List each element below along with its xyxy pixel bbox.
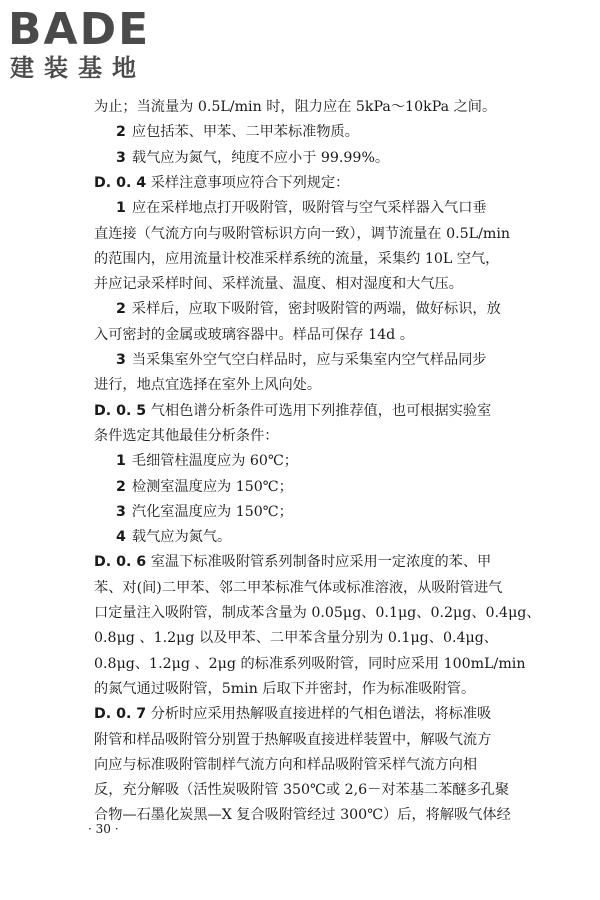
section-line (94, 553, 554, 571)
line-text: 附管和样品吸附管分别置于热解吸直接进样装置中，解吸气流方 (94, 731, 492, 748)
item-number: 3 (116, 352, 126, 368)
line-text: 室温下标准吸附管系列制备时应采用一定浓度的苯、甲 (150, 554, 492, 571)
line-text: 采样后，应取下吸附管，密封吸附管的两端，做好标识，放 (131, 301, 501, 318)
logo-subtitle: 建装基地 (10, 54, 146, 82)
list-item-line (94, 123, 554, 141)
line-text: 0.8μg、1.2μg 、2μg 的标准系列吸附管，同时应采用 100mL/min (94, 655, 526, 672)
text-line (94, 225, 554, 243)
line-text: 载气应为氮气，纯度不应小于 99.99%。 (131, 149, 390, 166)
item-number: 3 (116, 149, 126, 166)
list-item-line (94, 199, 554, 217)
text-line (94, 250, 554, 268)
list-item-line (94, 528, 554, 546)
section-number: D. 0. 7 (94, 706, 147, 723)
line-text: 直连接（气流方向与吸附管标识方向一致），调节流量在 0.5L/min (94, 225, 510, 242)
text-line (94, 655, 554, 673)
item-number: 2 (116, 478, 126, 495)
item-number: 4 (116, 529, 126, 546)
section-number: D. 0. 4 (94, 174, 147, 191)
list-item-line (94, 503, 554, 521)
text-line (94, 731, 554, 749)
item-number: 1 (116, 453, 126, 470)
logo (8, 6, 150, 82)
item-number: 2 (116, 301, 126, 318)
line-text: 应在采样地点打开吸附管，吸附管与空气采样器入气口垂 (131, 200, 487, 217)
section-number: D. 0. 5 (94, 402, 147, 419)
line-text: 为止；当流量为 0.5L/min 时，阻力应在 5kPa～10kPa 之间。 (94, 99, 497, 115)
text-line (94, 629, 554, 647)
text-line (94, 756, 554, 774)
section-line (94, 705, 554, 723)
line-text: 并应记录采样时间、采样流量、温度、相对湿度和大气压。 (94, 276, 463, 293)
line-text: 应包括苯、甲苯、二甲苯标准物质。 (131, 124, 359, 141)
item-number: 3 (116, 503, 126, 520)
line-text: 口定量注入吸附管，制成苯含量为 0.05μg、0.1μg、0.2μg、0.4μg、 (94, 605, 541, 621)
item-number: 2 (116, 124, 126, 141)
line-text: 的氮气通过吸附管，5min 后取下并密封，作为标准吸附管。 (94, 680, 476, 697)
line-text: 当采集室外空气空白样品时，应与采集室内空气样品同步 (131, 352, 487, 368)
text-line (94, 326, 554, 344)
line-text: 条件选定其他最佳分析条件： (94, 427, 279, 444)
line-text: 汽化室温度应为 150℃； (131, 503, 293, 520)
section-line (94, 402, 554, 420)
logo-wordmark: BADE (8, 4, 151, 55)
section-line (94, 174, 554, 192)
list-item-line (94, 478, 554, 496)
text-line (94, 604, 554, 622)
list-item-line (94, 149, 554, 167)
list-item-line (94, 452, 554, 470)
line-text: 0.8μg 、1.2μg 以及甲苯、二甲苯含量分别为 0.1μg、0.4μg、 (94, 630, 498, 647)
line-text: 检测室温度应为 150℃； (131, 478, 293, 495)
line-text: 向应与标准吸附管制样气流方向和样品吸附管采样气流方向相 (94, 756, 478, 773)
text-line (94, 376, 554, 394)
list-item-line (94, 300, 554, 318)
text-line (94, 781, 554, 799)
text-line (94, 275, 554, 293)
line-text: 反，充分解吸（活性炭吸附管 350℃或 2,6－对苯基二苯醚多孔聚 (94, 782, 510, 799)
line-text: 进行，地点宜选择在室外上风向处。 (94, 377, 322, 394)
text-line (94, 427, 554, 445)
item-number: 1 (116, 200, 126, 217)
text-line (94, 579, 554, 597)
line-text: 入可密封的金属或玻璃容器中。样品可保存 14d 。 (94, 326, 414, 343)
section-number: D. 0. 6 (94, 554, 147, 571)
line-text: 分析时应采用热解吸直接进样的气相色谱法，将标准吸 (150, 706, 492, 723)
line-text: 气相色谱分析条件可选用下列推荐值，也可根据实验室 (150, 402, 492, 419)
line-text: 采样注意事项应符合下列规定： (150, 174, 350, 191)
line-text: 毛细管柱温度应为 60℃； (131, 453, 298, 470)
text-line (94, 98, 554, 116)
line-text: 的范围内，应用流量计校准采样系统的流量，采集约 10L 空气， (94, 250, 500, 267)
list-item-line (94, 351, 554, 369)
text-line (94, 680, 554, 698)
line-text: 载气应为氮气。 (131, 529, 232, 546)
page-number: · 30 · (88, 822, 119, 836)
line-text: 合物—石墨化炭黑—X 复合吸附管经过 300℃）后，将解吸气体经 (94, 807, 511, 824)
line-text: 苯、对(间)二甲苯、邻二甲苯标准气体或标准溶液，从吸附管进气 (94, 579, 503, 596)
text-line (94, 806, 554, 824)
